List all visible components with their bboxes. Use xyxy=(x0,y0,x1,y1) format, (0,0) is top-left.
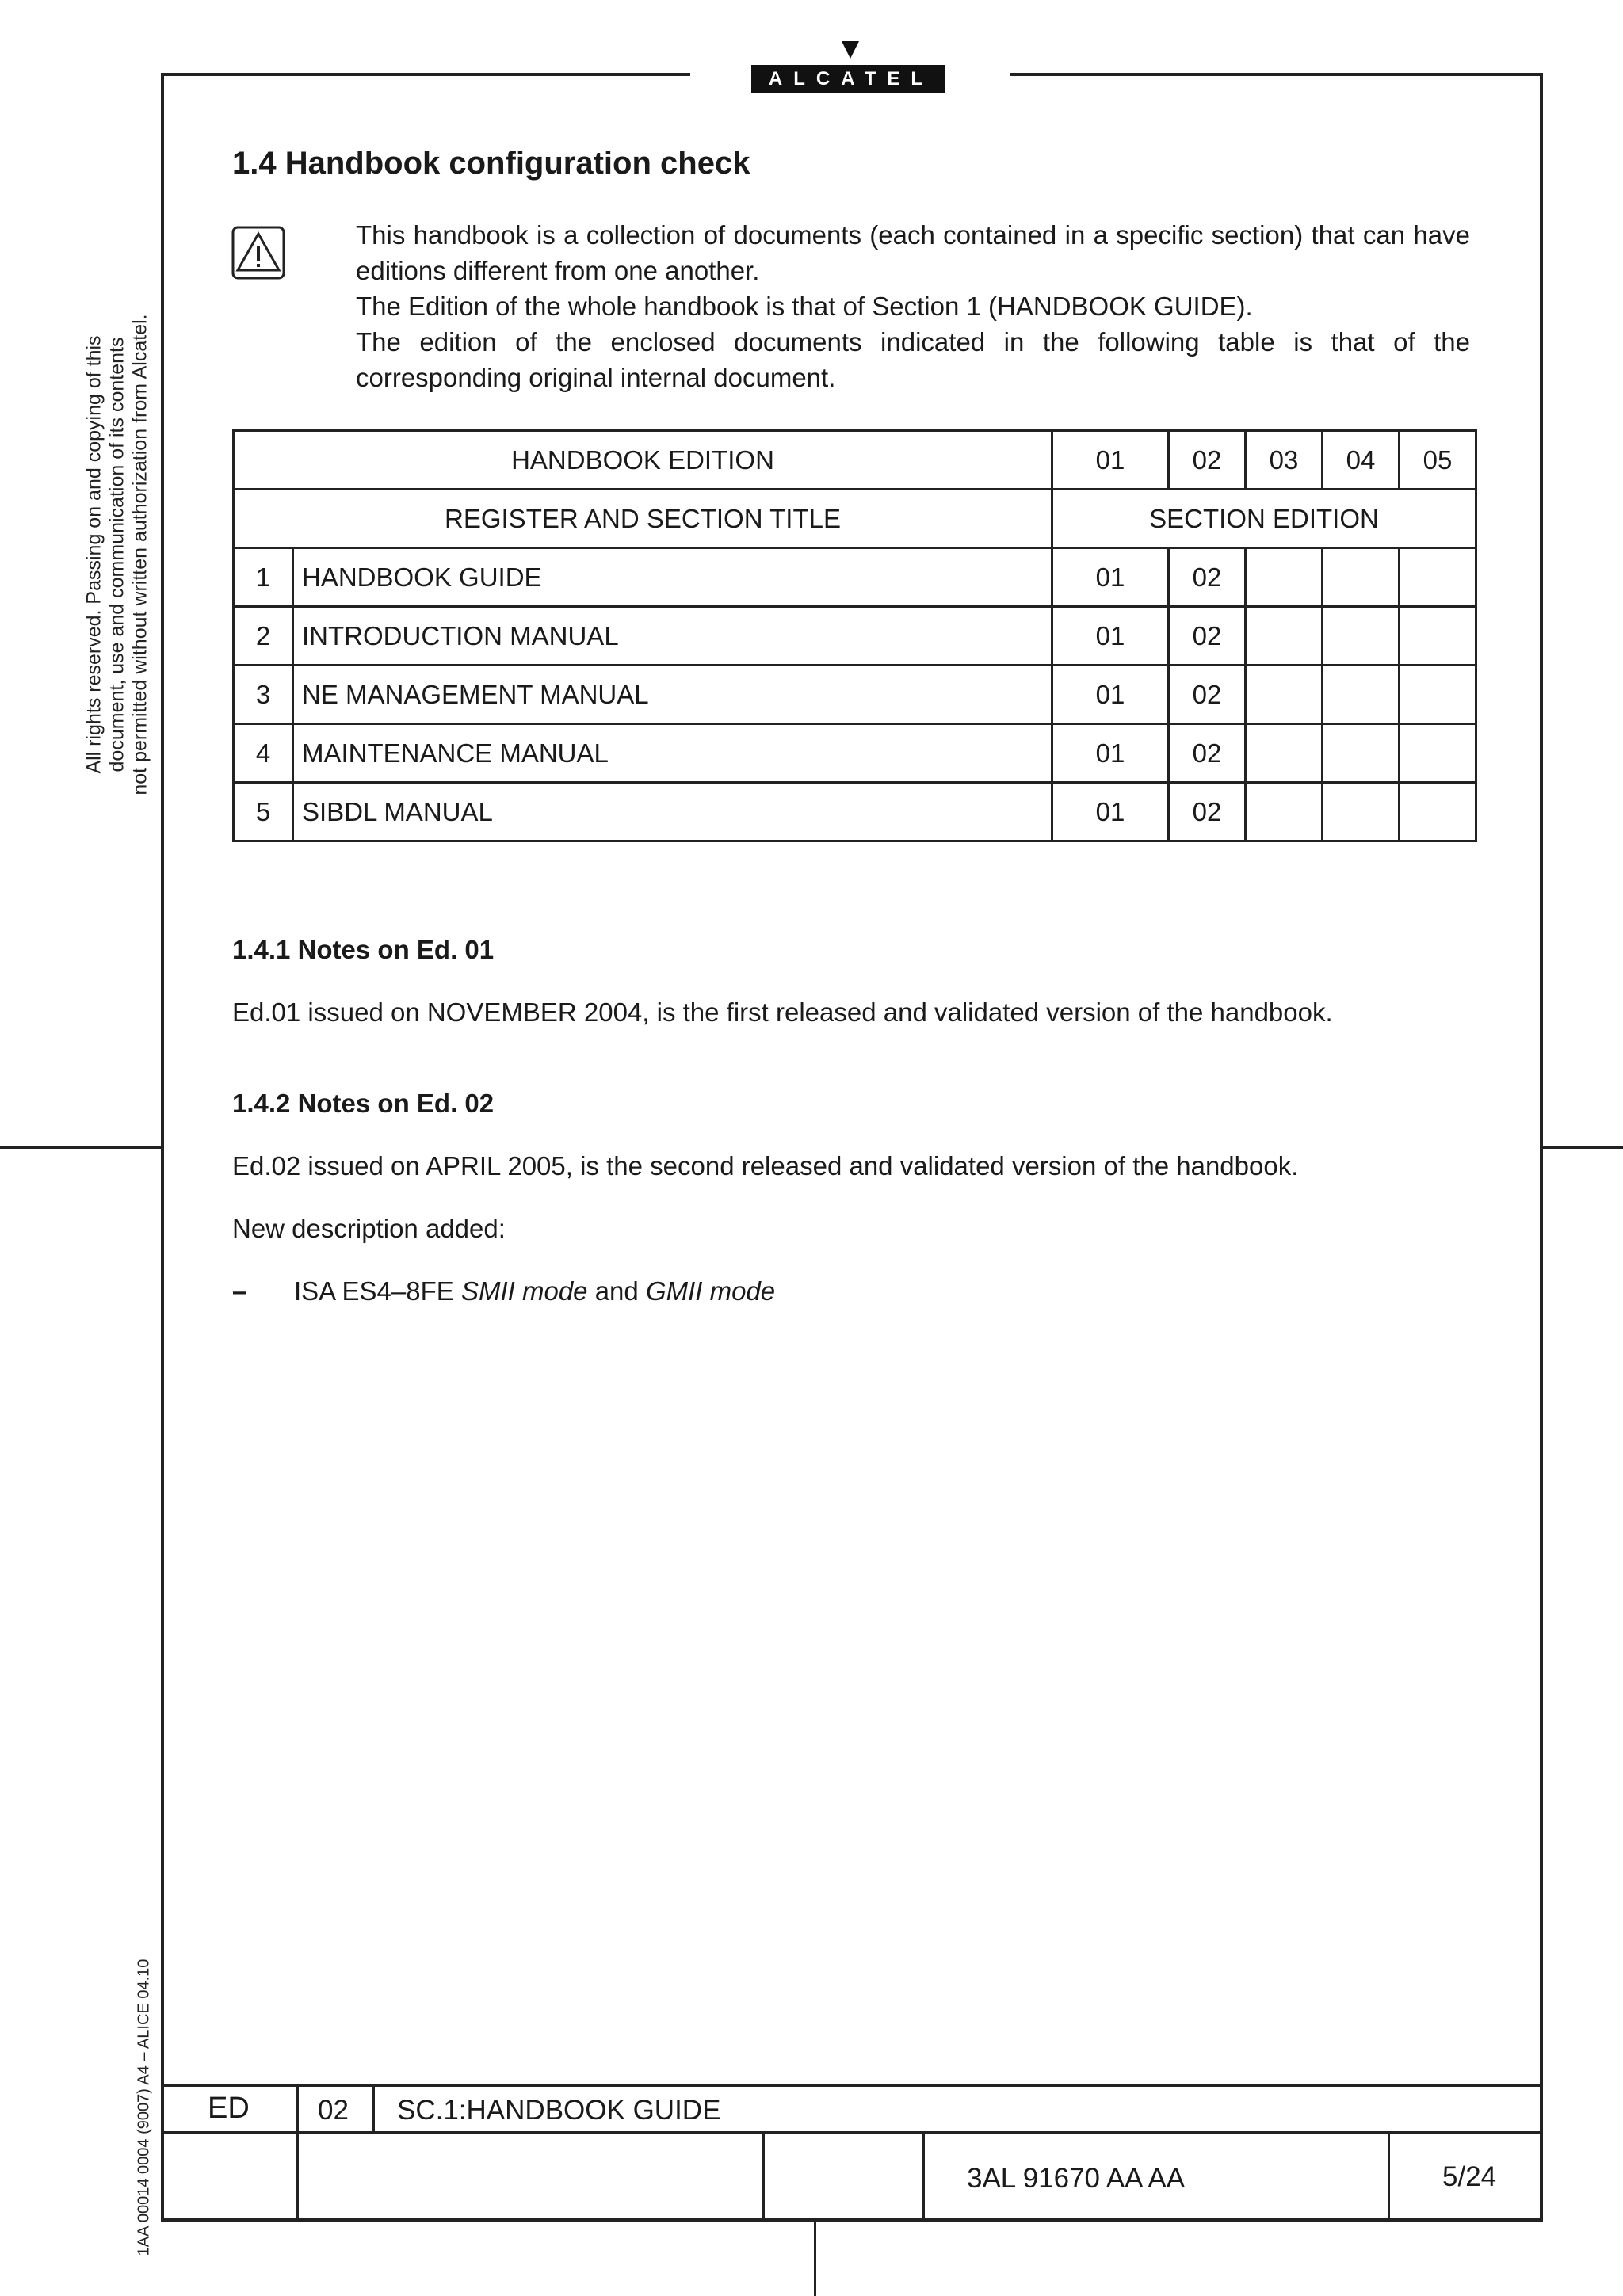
row-number: 1 xyxy=(234,548,293,607)
footer-doc-code: 3AL 91670 AA AA xyxy=(967,2163,1186,2194)
rights-line-1: All rights reserved. Passing on and copying of this xyxy=(82,335,105,774)
row-edition xyxy=(1323,607,1400,666)
bullet-item xyxy=(294,1276,775,1306)
new-description-label: New description added: xyxy=(232,1214,506,1243)
intro-text xyxy=(356,217,1470,395)
row-title: MAINTENANCE MANUAL xyxy=(293,724,1052,783)
table-header-row xyxy=(234,431,1476,490)
section-edition-label: SECTION EDITION xyxy=(1052,490,1476,548)
footer-block xyxy=(161,2084,1543,2222)
table-row xyxy=(234,548,1476,607)
footer-ed-label: ED xyxy=(208,2092,250,2125)
row-edition xyxy=(1400,548,1476,607)
row-edition: 02 xyxy=(1169,666,1246,724)
rights-line-3: not permitted without written authorization from Alcatel. xyxy=(128,314,151,795)
edition-col-1: 01 xyxy=(1052,431,1169,490)
row-number: 3 xyxy=(234,666,293,724)
footer-col-sep-1 xyxy=(296,2085,299,2220)
bullet-em-smii: SMII mode xyxy=(460,1276,588,1306)
footer-col-sep-3 xyxy=(762,2133,765,2220)
footer-ed-value: 02 xyxy=(318,2095,349,2126)
footer-divider xyxy=(161,2131,1543,2134)
row-edition xyxy=(1400,607,1476,666)
row-edition xyxy=(1246,724,1323,783)
footer-col-sep-4 xyxy=(922,2133,925,2220)
table-row xyxy=(234,724,1476,783)
notes-ed01-text: Ed.01 issued on NOVEMBER 2004, is the first released and validated version of the handbook. xyxy=(232,997,1333,1027)
logo-triangle-icon xyxy=(842,41,859,59)
page-frame-top-right xyxy=(1010,73,1543,76)
row-number: 4 xyxy=(234,724,293,783)
page-frame-left xyxy=(161,73,164,2222)
warning-icon xyxy=(231,226,285,280)
bullet-dash: – xyxy=(232,1276,247,1306)
row-edition xyxy=(1323,666,1400,724)
row-title: SIBDL MANUAL xyxy=(293,783,1052,841)
register-title-label: REGISTER AND SECTION TITLE xyxy=(234,490,1052,548)
bullet-em-gmii: GMII mode xyxy=(645,1276,776,1306)
row-edition xyxy=(1246,607,1323,666)
edition-col-5: 05 xyxy=(1400,431,1476,490)
edition-col-3: 03 xyxy=(1246,431,1323,490)
row-edition xyxy=(1400,666,1476,724)
row-edition xyxy=(1323,724,1400,783)
table-row xyxy=(234,666,1476,724)
edition-col-2: 02 xyxy=(1169,431,1246,490)
bullet-prefix: ISA ES4–8FE xyxy=(294,1276,461,1306)
footer-section-title: SC.1:HANDBOOK GUIDE xyxy=(397,2095,721,2126)
row-edition xyxy=(1246,666,1323,724)
row-title: INTRODUCTION MANUAL xyxy=(293,607,1052,666)
fold-mark-bottom xyxy=(814,2222,816,2296)
row-edition xyxy=(1246,783,1323,841)
table-subheader-row xyxy=(234,490,1476,548)
rights-line-2: document, use and communication of its contents xyxy=(105,337,128,772)
row-edition xyxy=(1323,783,1400,841)
footer-page-number: 5/24 xyxy=(1442,2161,1497,2192)
row-edition: 02 xyxy=(1169,548,1246,607)
form-code-text: 1AA 00014 0004 (9007) A4 – ALICE 04.10 xyxy=(135,1958,153,2256)
fold-mark-left xyxy=(0,1146,161,1149)
row-edition: 02 xyxy=(1169,724,1246,783)
row-title: NE MANAGEMENT MANUAL xyxy=(293,666,1052,724)
table-row xyxy=(234,783,1476,841)
intro-para-2: The Edition of the whole handbook is that of Section 1 (HANDBOOK GUIDE). xyxy=(356,292,1253,321)
row-edition: 02 xyxy=(1169,783,1246,841)
row-number: 2 xyxy=(234,607,293,666)
row-edition xyxy=(1400,724,1476,783)
section-title: 1.4 Handbook configuration check xyxy=(232,146,750,181)
row-edition xyxy=(1323,548,1400,607)
edition-col-4: 04 xyxy=(1323,431,1400,490)
footer-col-sep-5 xyxy=(1388,2133,1390,2220)
handbook-edition-label: HANDBOOK EDITION xyxy=(234,431,1052,490)
row-number: 5 xyxy=(234,783,293,841)
notes-ed01-heading: 1.4.1 Notes on Ed. 01 xyxy=(232,935,495,964)
row-edition: 01 xyxy=(1052,607,1169,666)
intro-para-3: The edition of the enclosed documents indicated in the following table is that of the corresponding original internal document. xyxy=(356,327,1470,392)
notes-ed02-text: Ed.02 issued on APRIL 2005, is the second released and validated version of the handbook. xyxy=(232,1151,1299,1180)
row-edition: 01 xyxy=(1052,783,1169,841)
notes-ed02-heading: 1.4.2 Notes on Ed. 02 xyxy=(232,1089,495,1118)
page-frame-top-left xyxy=(161,73,690,76)
row-edition: 02 xyxy=(1169,607,1246,666)
row-edition: 01 xyxy=(1052,724,1169,783)
intro-para-1: This handbook is a collection of documents (each contained in a specific section) that can have editions different from one another. xyxy=(356,220,1470,285)
edition-table xyxy=(232,429,1477,842)
fold-mark-right xyxy=(1543,1146,1623,1149)
table-row xyxy=(234,607,1476,666)
row-edition xyxy=(1246,548,1323,607)
row-edition: 01 xyxy=(1052,666,1169,724)
alcatel-logo: ALCATEL xyxy=(751,65,945,93)
footer-col-sep-2 xyxy=(372,2085,375,2133)
row-edition: 01 xyxy=(1052,548,1169,607)
bullet-mid: and xyxy=(587,1276,646,1306)
row-edition xyxy=(1400,783,1476,841)
row-title: HANDBOOK GUIDE xyxy=(293,548,1052,607)
